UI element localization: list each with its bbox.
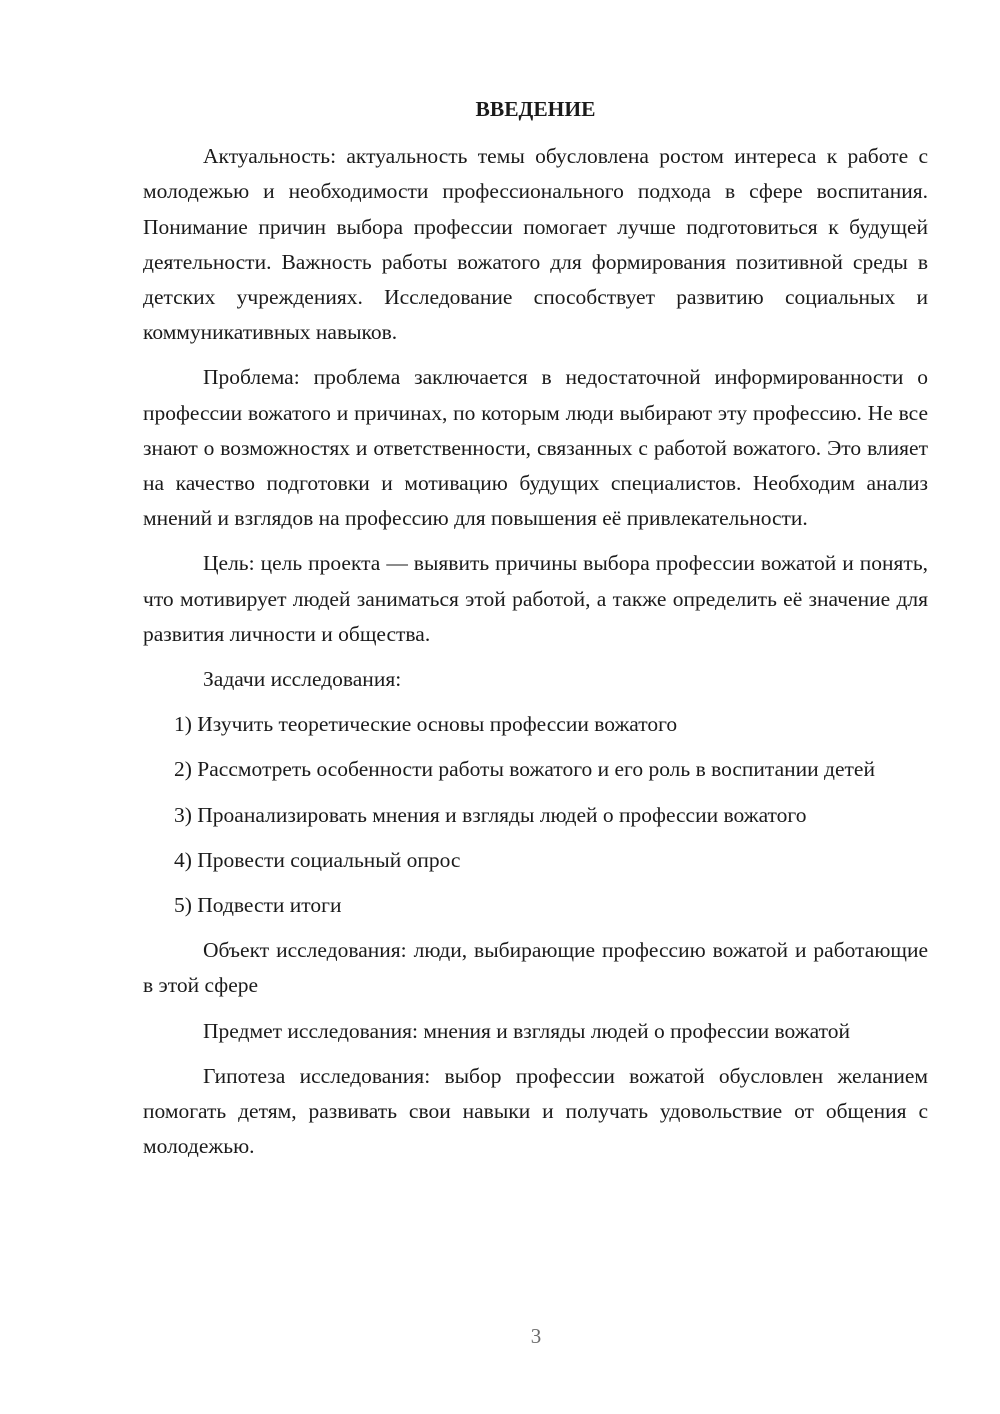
- task-item: 1) Изучить теоретические основы профессии вожатого: [174, 712, 678, 737]
- task-item: 3) Проанализировать мнения и взгляды людей о профессии вожатого: [174, 802, 807, 827]
- problem-paragraph: Проблема: проблема заключается в недостаточной информированности о профессии вожатого и причинах, по которым люди выбирают эту профессию. Не все знают о возможностях и ответственности, связанных с работой вожатого. Это влияет на качество подготовки и мотивацию будущих специалистов. Необходим анализ мнений и взглядов на профессию для повышения её привлекательности.: [143, 365, 928, 531]
- tasks-heading: Задачи исследования:: [203, 667, 402, 692]
- section-title: ВВЕДЕНИЕ: [475, 97, 596, 121]
- goal-paragraph: Цель: цель проекта — выявить причины выбора профессии вожатой и понять, что мотивирует людей заниматься этой работой, а также определить её значение для развития личности и общества.: [143, 551, 928, 646]
- object-paragraph: Объект исследования: люди, выбирающие профессию вожатой и работающие в этой сфере: [143, 938, 928, 998]
- task-item: 4) Провести социальный опрос: [174, 847, 461, 872]
- subject-paragraph: Предмет исследования: мнения и взгляды людей о профессии вожатой: [203, 1018, 850, 1043]
- task-item: 5) Подвести итоги: [174, 893, 342, 918]
- document-page: [143, 92, 928, 1174]
- task-item: 2) Рассмотреть особенности работы вожатого и его роль в воспитании детей: [174, 757, 875, 782]
- page-number: 3: [530, 1324, 542, 1348]
- hypothesis-paragraph: Гипотеза исследования: выбор профессии вожатой обусловлен желанием помогать детям, развивать свои навыки и получать удовольствие от общения с молодежью.: [143, 1063, 928, 1159]
- relevance-paragraph: Актуальность: актуальность темы обусловлена ростом интереса к работе с молодежью и необходимости профессионального подхода в сфере воспитания. Понимание причин выбора профессии помогает лучше подготовиться к будущей деятельности. Важность работы вожатого для формирования позитивной среды в детских учреждениях. Исследование способствует развитию социальных и коммуникативных навыков.: [143, 144, 928, 345]
